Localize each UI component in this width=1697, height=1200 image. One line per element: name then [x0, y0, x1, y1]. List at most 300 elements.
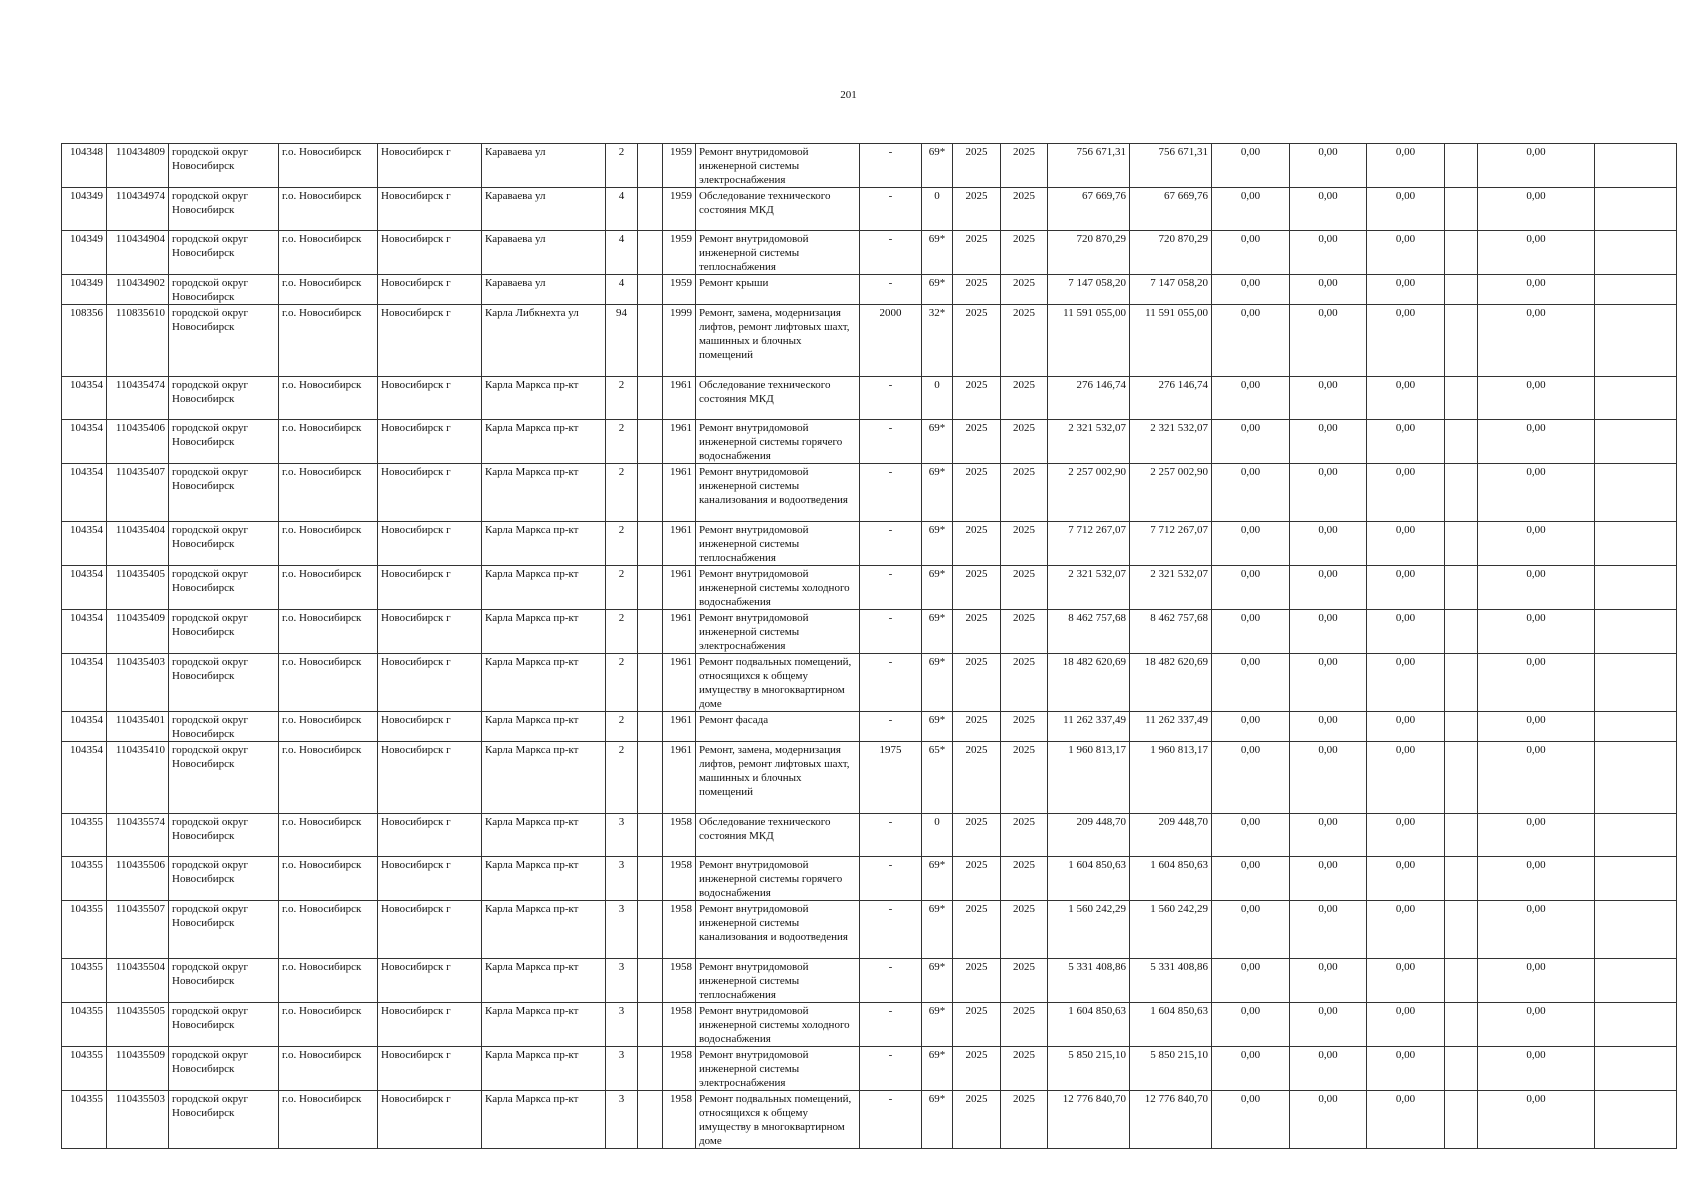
plan-end-cell: 2025: [1001, 814, 1048, 857]
building-cell: [638, 144, 663, 188]
plan-start-cell: 2025: [953, 857, 1001, 901]
work-type-cell: Ремонт внутридомовой инженерной системы электроснабжения: [696, 1047, 860, 1091]
cost-total-cell: 12 776 840,70: [1130, 1091, 1212, 1149]
municipality-cell: городской округ Новосибирск: [169, 1003, 279, 1047]
street-cell: Карла Маркса пр-кт: [482, 959, 606, 1003]
work-type-cell: Ремонт фасада: [696, 712, 860, 742]
wear-cell: 69*: [922, 1003, 953, 1047]
object-id-cell: 104348: [62, 144, 107, 188]
plan-end-cell: 2025: [1001, 712, 1048, 742]
street-cell: Караваева ул: [482, 144, 606, 188]
table-row: [62, 857, 1677, 901]
district-cell: г.о. Новосибирск: [279, 742, 378, 814]
object-id-cell: 104354: [62, 742, 107, 814]
amount-1-cell: 0,00: [1212, 464, 1290, 522]
municipality-cell: городской округ Новосибирск: [169, 464, 279, 522]
wear-cell: 69*: [922, 144, 953, 188]
plan-end-cell: 2025: [1001, 1091, 1048, 1149]
plan-start-cell: 2025: [953, 144, 1001, 188]
work-type-cell: Обследование технического состояния МКД: [696, 814, 860, 857]
cost-total-cell: 7 712 267,07: [1130, 522, 1212, 566]
cost-total-cell: 1 604 850,63: [1130, 857, 1212, 901]
work-type-cell: Ремонт внутридомовой инженерной системы канализования и водоотведения: [696, 464, 860, 522]
record-code-cell: 110435405: [107, 566, 169, 610]
record-code-cell: 110434904: [107, 231, 169, 275]
cost-total-cell: 5 331 408,86: [1130, 959, 1212, 1003]
build-year-cell: 1958: [663, 959, 696, 1003]
amount-1-cell: 0,00: [1212, 566, 1290, 610]
city-cell: Новосибирск г: [378, 1091, 482, 1149]
amount-5-cell: 0,00: [1478, 305, 1595, 377]
city-cell: Новосибирск г: [378, 231, 482, 275]
amount-4-cell: [1445, 231, 1478, 275]
building-cell: [638, 275, 663, 305]
amount-6-cell: [1595, 464, 1677, 522]
city-cell: Новосибирск г: [378, 275, 482, 305]
cost-total-cell: 18 482 620,69: [1130, 654, 1212, 712]
lift-year-cell: -: [860, 566, 922, 610]
plan-end-cell: 2025: [1001, 305, 1048, 377]
building-cell: [638, 901, 663, 959]
object-id-cell: 104355: [62, 857, 107, 901]
record-code-cell: 110435409: [107, 610, 169, 654]
record-code-cell: 110435505: [107, 1003, 169, 1047]
amount-4-cell: [1445, 1047, 1478, 1091]
wear-cell: 69*: [922, 566, 953, 610]
table-row: [62, 959, 1677, 1003]
amount-6-cell: [1595, 814, 1677, 857]
amount-5-cell: 0,00: [1478, 814, 1595, 857]
amount-2-cell: 0,00: [1290, 712, 1367, 742]
district-cell: г.о. Новосибирск: [279, 901, 378, 959]
work-type-cell: Ремонт внутридомовой инженерной системы холодного водоснабжения: [696, 1003, 860, 1047]
house-number-cell: 2: [606, 742, 638, 814]
municipality-cell: городской округ Новосибирск: [169, 188, 279, 231]
amount-2-cell: 0,00: [1290, 305, 1367, 377]
amount-6-cell: [1595, 420, 1677, 464]
lift-year-cell: -: [860, 144, 922, 188]
amount-1-cell: 0,00: [1212, 188, 1290, 231]
table-row: [62, 464, 1677, 522]
building-cell: [638, 231, 663, 275]
amount-3-cell: 0,00: [1367, 275, 1445, 305]
table-row: [62, 144, 1677, 188]
work-type-cell: Ремонт, замена, модернизация лифтов, ремонт лифтовых шахт, машинных и блочных помещений: [696, 305, 860, 377]
municipality-cell: городской округ Новосибирск: [169, 654, 279, 712]
cost-total-cell: 2 257 002,90: [1130, 464, 1212, 522]
amount-2-cell: 0,00: [1290, 742, 1367, 814]
object-id-cell: 104354: [62, 377, 107, 420]
plan-start-cell: 2025: [953, 275, 1001, 305]
amount-3-cell: 0,00: [1367, 1047, 1445, 1091]
wear-cell: 69*: [922, 857, 953, 901]
district-cell: г.о. Новосибирск: [279, 188, 378, 231]
amount-5-cell: 0,00: [1478, 654, 1595, 712]
amount-1-cell: 0,00: [1212, 420, 1290, 464]
municipality-cell: городской округ Новосибирск: [169, 420, 279, 464]
amount-2-cell: 0,00: [1290, 566, 1367, 610]
district-cell: г.о. Новосибирск: [279, 305, 378, 377]
amount-6-cell: [1595, 144, 1677, 188]
cost-total-cell: 1 560 242,29: [1130, 901, 1212, 959]
cost-cell: 5 331 408,86: [1048, 959, 1130, 1003]
cost-total-cell: 209 448,70: [1130, 814, 1212, 857]
amount-4-cell: [1445, 1091, 1478, 1149]
district-cell: г.о. Новосибирск: [279, 275, 378, 305]
plan-end-cell: 2025: [1001, 377, 1048, 420]
street-cell: Карла Маркса пр-кт: [482, 742, 606, 814]
object-id-cell: 104354: [62, 566, 107, 610]
build-year-cell: 1961: [663, 610, 696, 654]
table-row: [62, 1003, 1677, 1047]
record-code-cell: 110435404: [107, 522, 169, 566]
district-cell: г.о. Новосибирск: [279, 814, 378, 857]
cost-total-cell: 5 850 215,10: [1130, 1047, 1212, 1091]
build-year-cell: 1958: [663, 1091, 696, 1149]
district-cell: г.о. Новосибирск: [279, 857, 378, 901]
cost-cell: 11 262 337,49: [1048, 712, 1130, 742]
build-year-cell: 1959: [663, 144, 696, 188]
amount-4-cell: [1445, 1003, 1478, 1047]
object-id-cell: 104355: [62, 901, 107, 959]
cost-total-cell: 720 870,29: [1130, 231, 1212, 275]
wear-cell: 69*: [922, 275, 953, 305]
amount-2-cell: 0,00: [1290, 522, 1367, 566]
municipality-cell: городской округ Новосибирск: [169, 857, 279, 901]
street-cell: Карла Маркса пр-кт: [482, 901, 606, 959]
work-type-cell: Ремонт внутридомовой инженерной системы теплоснабжения: [696, 959, 860, 1003]
district-cell: г.о. Новосибирск: [279, 522, 378, 566]
municipality-cell: городской округ Новосибирск: [169, 1091, 279, 1149]
house-number-cell: 3: [606, 1091, 638, 1149]
city-cell: Новосибирск г: [378, 712, 482, 742]
plan-start-cell: 2025: [953, 377, 1001, 420]
district-cell: г.о. Новосибирск: [279, 654, 378, 712]
wear-cell: 69*: [922, 654, 953, 712]
municipality-cell: городской округ Новосибирск: [169, 901, 279, 959]
wear-cell: 65*: [922, 742, 953, 814]
object-id-cell: 108356: [62, 305, 107, 377]
plan-end-cell: 2025: [1001, 610, 1048, 654]
house-number-cell: 94: [606, 305, 638, 377]
district-cell: г.о. Новосибирск: [279, 566, 378, 610]
lift-year-cell: -: [860, 420, 922, 464]
amount-4-cell: [1445, 275, 1478, 305]
work-type-cell: Ремонт внутридомовой инженерной системы горячего водоснабжения: [696, 420, 860, 464]
district-cell: г.о. Новосибирск: [279, 464, 378, 522]
building-cell: [638, 566, 663, 610]
amount-3-cell: 0,00: [1367, 231, 1445, 275]
building-cell: [638, 522, 663, 566]
amount-1-cell: 0,00: [1212, 742, 1290, 814]
building-cell: [638, 959, 663, 1003]
amount-1-cell: 0,00: [1212, 1003, 1290, 1047]
cost-cell: 276 146,74: [1048, 377, 1130, 420]
city-cell: Новосибирск г: [378, 377, 482, 420]
amount-1-cell: 0,00: [1212, 959, 1290, 1003]
street-cell: Карла Маркса пр-кт: [482, 814, 606, 857]
street-cell: Карла Маркса пр-кт: [482, 464, 606, 522]
amount-5-cell: 0,00: [1478, 275, 1595, 305]
municipality-cell: городской округ Новосибирск: [169, 1047, 279, 1091]
city-cell: Новосибирск г: [378, 522, 482, 566]
city-cell: Новосибирск г: [378, 420, 482, 464]
work-type-cell: Ремонт внутридомовой инженерной системы холодного водоснабжения: [696, 566, 860, 610]
cost-cell: 720 870,29: [1048, 231, 1130, 275]
table-row: [62, 1047, 1677, 1091]
cost-cell: 2 257 002,90: [1048, 464, 1130, 522]
build-year-cell: 1959: [663, 275, 696, 305]
municipality-cell: городской округ Новосибирск: [169, 566, 279, 610]
city-cell: Новосибирск г: [378, 610, 482, 654]
city-cell: Новосибирск г: [378, 305, 482, 377]
amount-5-cell: 0,00: [1478, 712, 1595, 742]
street-cell: Караваева ул: [482, 275, 606, 305]
amount-6-cell: [1595, 1047, 1677, 1091]
amount-4-cell: [1445, 654, 1478, 712]
cost-total-cell: 1 960 813,17: [1130, 742, 1212, 814]
city-cell: Новосибирск г: [378, 857, 482, 901]
street-cell: Карла Маркса пр-кт: [482, 522, 606, 566]
amount-5-cell: 0,00: [1478, 857, 1595, 901]
work-type-cell: Ремонт, замена, модернизация лифтов, ремонт лифтовых шахт, машинных и блочных помещений: [696, 742, 860, 814]
street-cell: Карла Маркса пр-кт: [482, 420, 606, 464]
build-year-cell: 1958: [663, 1047, 696, 1091]
build-year-cell: 1959: [663, 188, 696, 231]
record-code-cell: 110434902: [107, 275, 169, 305]
amount-6-cell: [1595, 305, 1677, 377]
amount-5-cell: 0,00: [1478, 566, 1595, 610]
amount-1-cell: 0,00: [1212, 144, 1290, 188]
object-id-cell: 104349: [62, 231, 107, 275]
build-year-cell: 1958: [663, 901, 696, 959]
plan-start-cell: 2025: [953, 959, 1001, 1003]
amount-2-cell: 0,00: [1290, 420, 1367, 464]
amount-4-cell: [1445, 814, 1478, 857]
build-year-cell: 1958: [663, 814, 696, 857]
district-cell: г.о. Новосибирск: [279, 1091, 378, 1149]
lift-year-cell: -: [860, 901, 922, 959]
record-code-cell: 110435506: [107, 857, 169, 901]
city-cell: Новосибирск г: [378, 1047, 482, 1091]
object-id-cell: 104355: [62, 814, 107, 857]
district-cell: г.о. Новосибирск: [279, 1047, 378, 1091]
amount-2-cell: 0,00: [1290, 1091, 1367, 1149]
cost-total-cell: 1 604 850,63: [1130, 1003, 1212, 1047]
amount-6-cell: [1595, 654, 1677, 712]
district-cell: г.о. Новосибирск: [279, 712, 378, 742]
record-code-cell: 110435507: [107, 901, 169, 959]
street-cell: Карла Маркса пр-кт: [482, 610, 606, 654]
wear-cell: 32*: [922, 305, 953, 377]
amount-2-cell: 0,00: [1290, 464, 1367, 522]
plan-start-cell: 2025: [953, 1091, 1001, 1149]
amount-2-cell: 0,00: [1290, 654, 1367, 712]
amount-2-cell: 0,00: [1290, 901, 1367, 959]
municipality-cell: городской округ Новосибирск: [169, 610, 279, 654]
street-cell: Караваева ул: [482, 231, 606, 275]
cost-cell: 1 560 242,29: [1048, 901, 1130, 959]
lift-year-cell: -: [860, 959, 922, 1003]
object-id-cell: 104349: [62, 275, 107, 305]
cost-total-cell: 8 462 757,68: [1130, 610, 1212, 654]
page-number: 201: [840, 89, 857, 101]
record-code-cell: 110435509: [107, 1047, 169, 1091]
amount-4-cell: [1445, 188, 1478, 231]
district-cell: г.о. Новосибирск: [279, 959, 378, 1003]
lift-year-cell: -: [860, 857, 922, 901]
plan-end-cell: 2025: [1001, 420, 1048, 464]
amount-6-cell: [1595, 1003, 1677, 1047]
object-id-cell: 104349: [62, 188, 107, 231]
record-code-cell: 110434974: [107, 188, 169, 231]
amount-2-cell: 0,00: [1290, 610, 1367, 654]
district-cell: г.о. Новосибирск: [279, 231, 378, 275]
work-type-cell: Обследование технического состояния МКД: [696, 377, 860, 420]
record-code-cell: 110435504: [107, 959, 169, 1003]
record-code-cell: 110434809: [107, 144, 169, 188]
amount-6-cell: [1595, 742, 1677, 814]
plan-start-cell: 2025: [953, 901, 1001, 959]
plan-end-cell: 2025: [1001, 1047, 1048, 1091]
cost-cell: 2 321 532,07: [1048, 420, 1130, 464]
amount-5-cell: 0,00: [1478, 901, 1595, 959]
build-year-cell: 1999: [663, 305, 696, 377]
amount-4-cell: [1445, 144, 1478, 188]
object-id-cell: 104354: [62, 420, 107, 464]
amount-4-cell: [1445, 901, 1478, 959]
cost-cell: 1 604 850,63: [1048, 1003, 1130, 1047]
cost-cell: 1 960 813,17: [1048, 742, 1130, 814]
amount-5-cell: 0,00: [1478, 144, 1595, 188]
house-number-cell: 2: [606, 566, 638, 610]
amount-4-cell: [1445, 742, 1478, 814]
wear-cell: 69*: [922, 522, 953, 566]
municipality-cell: городской округ Новосибирск: [169, 522, 279, 566]
city-cell: Новосибирск г: [378, 901, 482, 959]
amount-1-cell: 0,00: [1212, 901, 1290, 959]
amount-6-cell: [1595, 1091, 1677, 1149]
amount-6-cell: [1595, 275, 1677, 305]
district-cell: г.о. Новосибирск: [279, 420, 378, 464]
cost-total-cell: 67 669,76: [1130, 188, 1212, 231]
municipality-cell: городской округ Новосибирск: [169, 742, 279, 814]
amount-4-cell: [1445, 522, 1478, 566]
street-cell: Карла Маркса пр-кт: [482, 1091, 606, 1149]
amount-4-cell: [1445, 464, 1478, 522]
build-year-cell: 1961: [663, 712, 696, 742]
municipality-cell: городской округ Новосибирск: [169, 814, 279, 857]
amount-1-cell: 0,00: [1212, 1047, 1290, 1091]
table-row: [62, 712, 1677, 742]
capital-repair-table: [61, 143, 1677, 1149]
table-row: [62, 814, 1677, 857]
lift-year-cell: -: [860, 712, 922, 742]
street-cell: Карла Маркса пр-кт: [482, 654, 606, 712]
district-cell: г.о. Новосибирск: [279, 610, 378, 654]
municipality-cell: городской округ Новосибирск: [169, 712, 279, 742]
table-row: [62, 566, 1677, 610]
object-id-cell: 104354: [62, 712, 107, 742]
object-id-cell: 104355: [62, 1047, 107, 1091]
amount-4-cell: [1445, 610, 1478, 654]
house-number-cell: 3: [606, 1047, 638, 1091]
district-cell: г.о. Новосибирск: [279, 377, 378, 420]
amount-5-cell: 0,00: [1478, 464, 1595, 522]
record-code-cell: 110435407: [107, 464, 169, 522]
plan-start-cell: 2025: [953, 610, 1001, 654]
city-cell: Новосибирск г: [378, 566, 482, 610]
city-cell: Новосибирск г: [378, 814, 482, 857]
amount-5-cell: 0,00: [1478, 188, 1595, 231]
amount-1-cell: 0,00: [1212, 1091, 1290, 1149]
table-row: [62, 188, 1677, 231]
table-row: [62, 610, 1677, 654]
amount-3-cell: 0,00: [1367, 188, 1445, 231]
amount-1-cell: 0,00: [1212, 231, 1290, 275]
wear-cell: 69*: [922, 231, 953, 275]
amount-1-cell: 0,00: [1212, 377, 1290, 420]
house-number-cell: 2: [606, 464, 638, 522]
building-cell: [638, 305, 663, 377]
work-type-cell: Ремонт внутридомовой инженерной системы теплоснабжения: [696, 231, 860, 275]
house-number-cell: 3: [606, 814, 638, 857]
amount-6-cell: [1595, 959, 1677, 1003]
street-cell: Карла Маркса пр-кт: [482, 857, 606, 901]
cost-cell: 8 462 757,68: [1048, 610, 1130, 654]
plan-end-cell: 2025: [1001, 857, 1048, 901]
record-code-cell: 110435574: [107, 814, 169, 857]
wear-cell: 69*: [922, 901, 953, 959]
table-row: [62, 275, 1677, 305]
plan-start-cell: 2025: [953, 464, 1001, 522]
wear-cell: 0: [922, 377, 953, 420]
record-code-cell: 110435406: [107, 420, 169, 464]
house-number-cell: 2: [606, 522, 638, 566]
work-type-cell: Ремонт внутридомовой инженерной системы горячего водоснабжения: [696, 857, 860, 901]
street-cell: Карла Маркса пр-кт: [482, 377, 606, 420]
plan-start-cell: 2025: [953, 654, 1001, 712]
city-cell: Новосибирск г: [378, 1003, 482, 1047]
lift-year-cell: -: [860, 231, 922, 275]
record-code-cell: 110435503: [107, 1091, 169, 1149]
plan-start-cell: 2025: [953, 522, 1001, 566]
amount-3-cell: 0,00: [1367, 654, 1445, 712]
amount-5-cell: 0,00: [1478, 742, 1595, 814]
plan-end-cell: 2025: [1001, 959, 1048, 1003]
build-year-cell: 1961: [663, 654, 696, 712]
amount-6-cell: [1595, 857, 1677, 901]
lift-year-cell: 1975: [860, 742, 922, 814]
amount-6-cell: [1595, 712, 1677, 742]
amount-3-cell: 0,00: [1367, 814, 1445, 857]
work-type-cell: Ремонт подвальных помещений, относящихся к общему имуществу в многоквартирном доме: [696, 654, 860, 712]
house-number-cell: 3: [606, 1003, 638, 1047]
amount-3-cell: 0,00: [1367, 144, 1445, 188]
plan-start-cell: 2025: [953, 742, 1001, 814]
lift-year-cell: -: [860, 1003, 922, 1047]
wear-cell: 69*: [922, 712, 953, 742]
amount-4-cell: [1445, 712, 1478, 742]
cost-cell: 7 147 058,20: [1048, 275, 1130, 305]
amount-5-cell: 0,00: [1478, 522, 1595, 566]
street-cell: Карла Маркса пр-кт: [482, 1003, 606, 1047]
object-id-cell: 104354: [62, 522, 107, 566]
cost-cell: 67 669,76: [1048, 188, 1130, 231]
lift-year-cell: -: [860, 522, 922, 566]
record-code-cell: 110435403: [107, 654, 169, 712]
wear-cell: 0: [922, 188, 953, 231]
